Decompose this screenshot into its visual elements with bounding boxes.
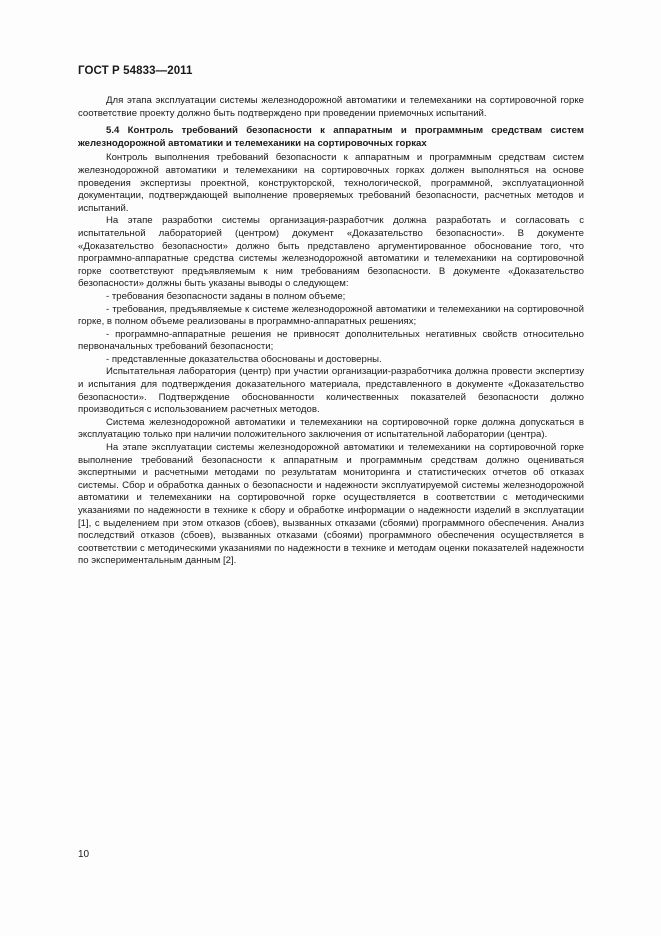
document-code: ГОСТ Р 54833—2011 (78, 65, 193, 77)
list-item: - программно-аппаратные решения не привносят дополнительных негативных свойств относительно первоначальных требований безопасности; (78, 328, 584, 353)
paragraph: Система железнодорожной автоматики и телемеханики на сортировочной горке должна допускаться в эксплуатацию только при наличии положительного заключения от испытательной лаборатории (центра). (78, 416, 584, 441)
list-item: - требования безопасности заданы в полном объеме; (106, 290, 346, 302)
list-item: - требования, предъявляемые к системе железнодорожной автоматики и телемеханики на сортировочной горке, в полном объеме реализованы в программно-аппаратных решениях; (78, 303, 584, 328)
paragraph: Испытательная лаборатория (центр) при участии организации-разработчика должна провести экспертизу и испытания для подтверждения доказательного материала, представленного в документе «Доказательство безопасности». Подтверждение обоснованности количественных показателей безопасности должно производиться с использованием расчетных методов. (78, 366, 584, 416)
section-heading: 5.4 Контроль требований безопасности к аппаратным и программным средствам систем железнодорожной автоматики и телемеханики на сортировочных горках (78, 125, 584, 149)
paragraph: На этапе эксплуатации системы железнодорожной автоматики и телемеханики на сортировочной горке выполнение требований безопасности к аппаратным и программным средствам должно оцениваться экспертными и расчетными методами по результатам мониторинга и статистических отчетов об отказах системы. Сбор и обработка данных о безопасности и надежности эксплуатируемой системы железнодорожной автоматики и телемеханики на сортировочной горке осуществляется в соответствии с методическими указаниями по надежности в технике к сбору и обработке информации о надежности изделий в эксплуатации [1], с выделением при этом отказов (сбоев), вызванных отказами (сбоями) программного обеспечения. Анализ последствий отказов (сбоев), вызванных отказами (сбоями) программного обеспечения осуществляется в соответствии с методическими указаниями по надежности в технике и методам оценки показателей надежности по экспериментальным данным [2]. (78, 442, 584, 567)
paragraph: Контроль выполнения требований безопасности к аппаратным и программным средствам систем железнодорожной автоматики и телемеханики на сортировочных горках должен выполняться на основе проведения экспертизы проектной, конструкторской, технологической, программной, эксплуатационной документации, подтверждающей выполнение проверяемых требований безопасности, расчетных методов и испытаний. (78, 152, 584, 214)
paragraph: На этапе разработки системы организация-разработчик должна разработать и согласовать с испытательной лабораторией (центром) документ «Доказательство безопасности». В документе «Доказательство безопасности» должно быть представлено аргументированное обоснование того, что программно-аппаратные средства системы железнодорожной автоматики и телемеханики на сортировочной горке соответствуют предъявляемым к ним требованиям безопасности. В документе «Доказательство безопасности» должны быть указаны выводы о следующем: (78, 215, 584, 290)
paragraph: Для этапа эксплуатации системы железнодорожной автоматики и телемеханики на сортировочной горке соответствие проекту должно быть подтверждено при проведении приемочных испытаний. (78, 95, 584, 119)
document-body (78, 95, 584, 568)
page-number: 10 (78, 849, 90, 860)
list-item: - представленные доказательства обоснованы и достоверны. (106, 353, 382, 365)
